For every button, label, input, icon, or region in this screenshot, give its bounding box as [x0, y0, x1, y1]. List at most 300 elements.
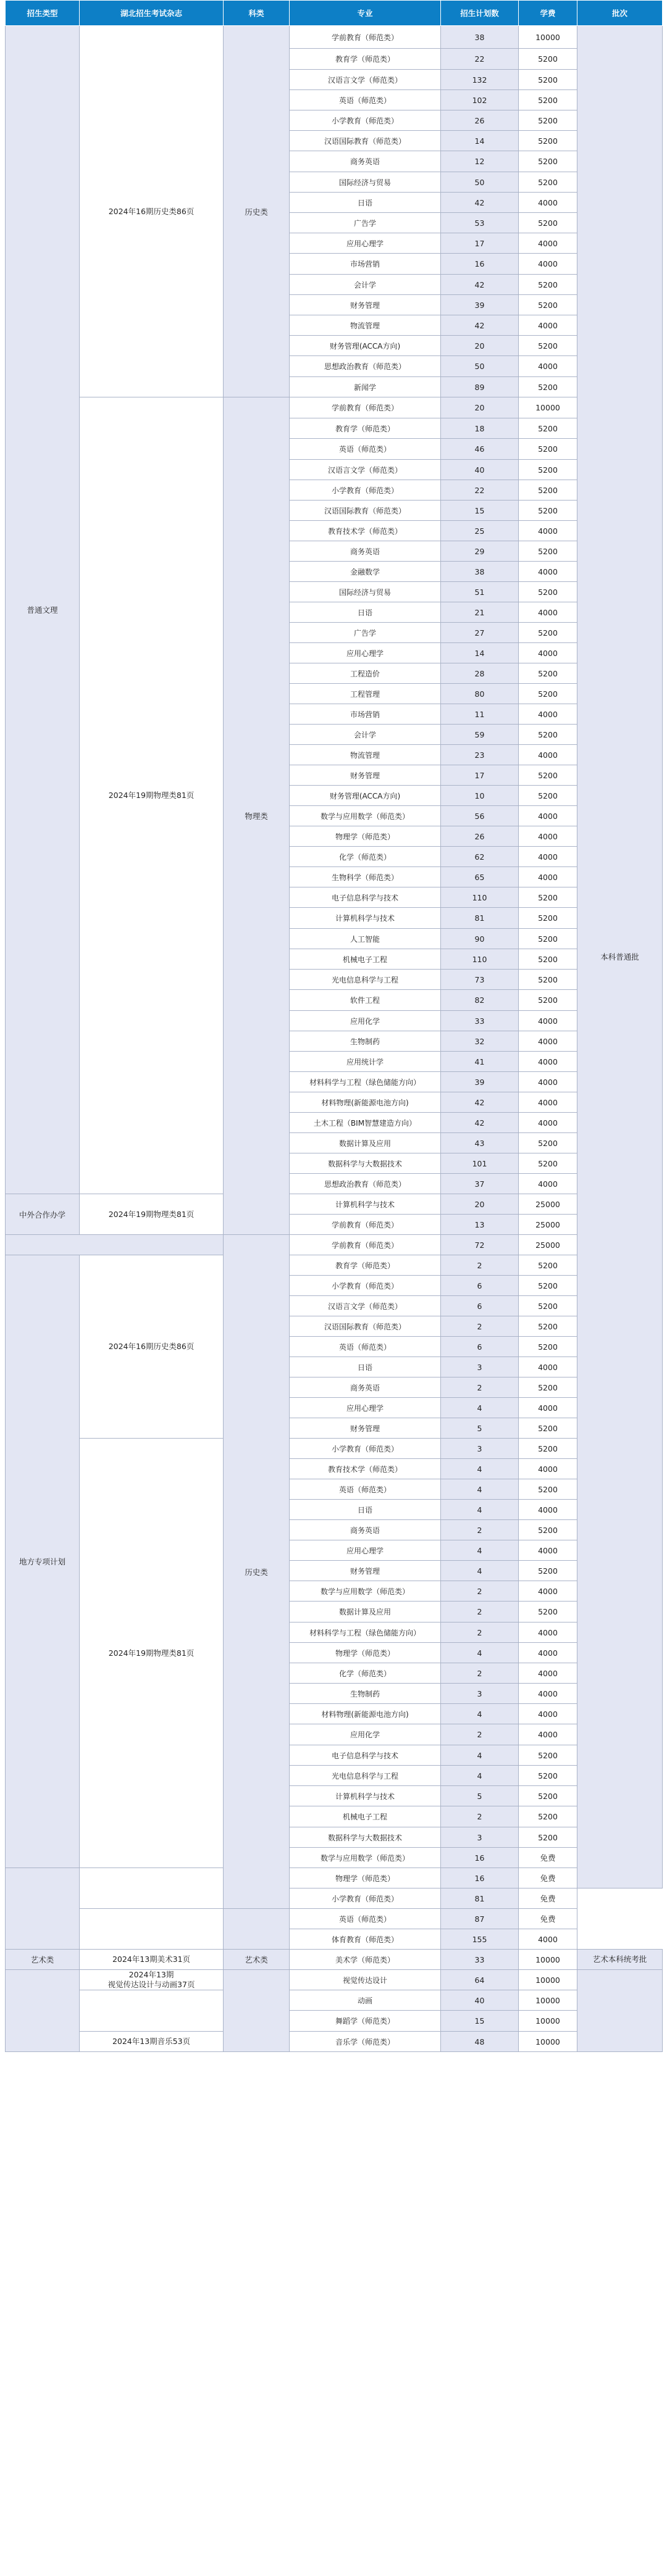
- major-cell: 财务管理(ACCA方向): [290, 336, 441, 356]
- plan-count-cell: 33: [441, 1950, 519, 1970]
- plan-count-cell: 16: [441, 254, 519, 275]
- major-cell: 会计学: [290, 725, 441, 745]
- plan-count-cell: 4: [441, 1398, 519, 1418]
- major-cell: 物理学（师范类）: [290, 1868, 441, 1888]
- plan-count-cell: 6: [441, 1296, 519, 1316]
- plan-count-cell: 32: [441, 1031, 519, 1052]
- tuition-cell: 5200: [519, 684, 577, 704]
- tuition-cell: 4000: [519, 1663, 577, 1684]
- major-cell: 广告学: [290, 213, 441, 233]
- admission-type-cell: [6, 1970, 80, 2052]
- plan-count-cell: 2: [441, 1806, 519, 1827]
- major-cell: 教育技术学（师范类）: [290, 1459, 441, 1479]
- plan-count-cell: 42: [441, 1092, 519, 1113]
- tuition-cell: 5200: [519, 151, 577, 172]
- major-cell: 应用化学: [290, 1011, 441, 1031]
- tuition-cell: 5200: [519, 90, 577, 110]
- batch-cell: 艺术本科统考批: [577, 1950, 663, 1970]
- plan-count-cell: 3: [441, 1827, 519, 1848]
- tuition-cell: 4000: [519, 704, 577, 725]
- plan-count-cell: 16: [441, 1868, 519, 1888]
- major-cell: 财务管理: [290, 765, 441, 786]
- plan-count-cell: 2: [441, 1724, 519, 1745]
- magazine-cell: 2024年13期美术31页: [80, 1950, 224, 1970]
- plan-count-cell: 102: [441, 90, 519, 110]
- tuition-cell: 5200: [519, 990, 577, 1011]
- header-admission-type: 招生类型: [6, 1, 80, 26]
- major-cell: 新闻学: [290, 377, 441, 397]
- tuition-cell: 5200: [519, 1418, 577, 1439]
- major-cell: 汉语言文学（师范类）: [290, 460, 441, 480]
- major-cell: 汉语国际教育（师范类）: [290, 1316, 441, 1337]
- plan-count-cell: 62: [441, 847, 519, 867]
- plan-count-cell: 50: [441, 172, 519, 193]
- admission-type-cell: [6, 1235, 224, 1255]
- plan-count-cell: 4: [441, 1479, 519, 1500]
- major-cell: 光电信息科学与工程: [290, 1766, 441, 1786]
- table-row: [6, 397, 663, 418]
- major-cell: 数据计算及应用: [290, 1602, 441, 1622]
- plan-count-cell: 2: [441, 1377, 519, 1398]
- plan-count-cell: 101: [441, 1153, 519, 1174]
- plan-count-cell: 50: [441, 356, 519, 377]
- major-cell: 数据科学与大数据技术: [290, 1827, 441, 1848]
- major-cell: 汉语国际教育（师范类）: [290, 501, 441, 521]
- header-subject-category: 科类: [224, 1, 290, 26]
- plan-count-cell: 20: [441, 336, 519, 356]
- tuition-cell: 4000: [519, 1684, 577, 1704]
- tuition-cell: 4000: [519, 193, 577, 213]
- major-cell: 人工智能: [290, 929, 441, 949]
- tuition-cell: 10000: [519, 2011, 577, 2032]
- tuition-cell: 4000: [519, 806, 577, 826]
- major-cell: 汉语言文学（师范类）: [290, 1296, 441, 1316]
- plan-count-cell: 5: [441, 1786, 519, 1806]
- tuition-cell: 5200: [519, 1296, 577, 1316]
- header-plan-count: 招生计划数: [441, 1, 519, 26]
- table-row: [6, 26, 663, 49]
- table-body: [6, 26, 663, 2052]
- plan-count-cell: 25: [441, 521, 519, 541]
- plan-count-cell: 3: [441, 1439, 519, 1459]
- table-row: [6, 1868, 663, 1888]
- tuition-cell: 5200: [519, 1316, 577, 1337]
- plan-count-cell: 3: [441, 1357, 519, 1377]
- major-cell: 工程管理: [290, 684, 441, 704]
- plan-count-cell: 14: [441, 643, 519, 663]
- tuition-cell: 5200: [519, 582, 577, 602]
- major-cell: 电子信息科学与技术: [290, 1745, 441, 1766]
- tuition-cell: 5200: [519, 110, 577, 131]
- major-cell: 学前教育（师范类）: [290, 1235, 441, 1255]
- major-cell: 财务管理: [290, 1418, 441, 1439]
- major-cell: 数据计算及应用: [290, 1133, 441, 1153]
- tuition-cell: 10000: [519, 26, 577, 49]
- tuition-cell: 4000: [519, 1500, 577, 1520]
- tuition-cell: 4000: [519, 1643, 577, 1663]
- tuition-cell: 4000: [519, 643, 577, 663]
- tuition-cell: 5200: [519, 172, 577, 193]
- subject-category-cell: [224, 1970, 290, 2052]
- plan-count-cell: 110: [441, 887, 519, 908]
- plan-count-cell: 4: [441, 1643, 519, 1663]
- tuition-cell: 5200: [519, 970, 577, 990]
- header-tuition: 学费: [519, 1, 577, 26]
- tuition-cell: 4000: [519, 521, 577, 541]
- tuition-cell: 5200: [519, 949, 577, 970]
- magazine-cell: 2024年19期物理类81页: [80, 1194, 224, 1235]
- admission-type-cell: 地方专项计划: [6, 1255, 80, 1868]
- major-cell: 会计学: [290, 275, 441, 295]
- magazine-cell: 2024年19期物理类81页: [80, 1439, 224, 1868]
- tuition-cell: 5200: [519, 1786, 577, 1806]
- major-cell: 汉语国际教育（师范类）: [290, 131, 441, 151]
- major-cell: 商务英语: [290, 1520, 441, 1540]
- plan-count-cell: 42: [441, 315, 519, 336]
- tuition-cell: 4000: [519, 1031, 577, 1052]
- tuition-cell: 4000: [519, 1581, 577, 1602]
- table-row: [6, 1909, 663, 1929]
- plan-count-cell: 81: [441, 908, 519, 929]
- magazine-cell: 2024年16期历史类86页: [80, 26, 224, 397]
- major-cell: 广告学: [290, 623, 441, 643]
- tuition-cell: 4000: [519, 233, 577, 254]
- table-row: [6, 1970, 663, 1990]
- major-cell: 动画: [290, 1990, 441, 2011]
- tuition-cell: 免费: [519, 1868, 577, 1888]
- major-cell: 机械电子工程: [290, 949, 441, 970]
- plan-count-cell: 22: [441, 480, 519, 501]
- plan-count-cell: 59: [441, 725, 519, 745]
- tuition-cell: 5200: [519, 725, 577, 745]
- major-cell: 日语: [290, 602, 441, 623]
- major-cell: 软件工程: [290, 990, 441, 1011]
- major-cell: 日语: [290, 1500, 441, 1520]
- plan-count-cell: 2: [441, 1316, 519, 1337]
- plan-count-cell: 81: [441, 1888, 519, 1909]
- plan-count-cell: 39: [441, 295, 519, 315]
- tuition-cell: 25000: [519, 1215, 577, 1235]
- plan-count-cell: 39: [441, 1072, 519, 1092]
- tuition-cell: 4000: [519, 826, 577, 847]
- plan-count-cell: 82: [441, 990, 519, 1011]
- major-cell: 教育学（师范类）: [290, 418, 441, 439]
- major-cell: 小学教育（师范类）: [290, 110, 441, 131]
- major-cell: 机械电子工程: [290, 1806, 441, 1827]
- tuition-cell: 5200: [519, 663, 577, 684]
- header-major: 专业: [290, 1, 441, 26]
- plan-count-cell: 2: [441, 1602, 519, 1622]
- plan-count-cell: 89: [441, 377, 519, 397]
- tuition-cell: 4000: [519, 1622, 577, 1643]
- major-cell: 化学（师范类）: [290, 847, 441, 867]
- major-cell: 财务管理: [290, 295, 441, 315]
- tuition-cell: 5200: [519, 70, 577, 90]
- major-cell: 数学与应用数学（师范类）: [290, 1581, 441, 1602]
- tuition-cell: 4000: [519, 1174, 577, 1194]
- major-cell: 化学（师范类）: [290, 1663, 441, 1684]
- header-batch: 批次: [577, 1, 663, 26]
- plan-count-cell: 5: [441, 1418, 519, 1439]
- major-cell: 国际经济与贸易: [290, 582, 441, 602]
- major-cell: 物理学（师范类）: [290, 1643, 441, 1663]
- tuition-cell: 4000: [519, 1011, 577, 1031]
- admission-type-cell: 普通文理: [6, 26, 80, 1194]
- major-cell: 英语（师范类）: [290, 439, 441, 460]
- major-cell: 应用化学: [290, 1724, 441, 1745]
- major-cell: 思想政治教育（师范类）: [290, 1174, 441, 1194]
- major-cell: 材料物理(新能源电池方向): [290, 1092, 441, 1113]
- tuition-cell: 5200: [519, 131, 577, 151]
- table-row: [6, 2032, 663, 2052]
- tuition-cell: 5200: [519, 1439, 577, 1459]
- plan-count-cell: 155: [441, 1929, 519, 1950]
- tuition-cell: 5200: [519, 295, 577, 315]
- plan-count-cell: 4: [441, 1745, 519, 1766]
- major-cell: 生物制药: [290, 1031, 441, 1052]
- plan-count-cell: 2: [441, 1622, 519, 1643]
- plan-count-cell: 42: [441, 275, 519, 295]
- plan-count-cell: 38: [441, 26, 519, 49]
- tuition-cell: 4000: [519, 356, 577, 377]
- plan-count-cell: 20: [441, 1194, 519, 1215]
- major-cell: 光电信息科学与工程: [290, 970, 441, 990]
- table-row: [6, 1194, 663, 1215]
- major-cell: 数学与应用数学（师范类）: [290, 806, 441, 826]
- tuition-cell: 5200: [519, 213, 577, 233]
- table-row: [6, 1439, 663, 1459]
- plan-count-cell: 53: [441, 213, 519, 233]
- tuition-cell: 5200: [519, 418, 577, 439]
- tuition-cell: 10000: [519, 1970, 577, 1990]
- major-cell: 小学教育（师范类）: [290, 1888, 441, 1909]
- table-row: [6, 1255, 663, 1276]
- plan-count-cell: 12: [441, 151, 519, 172]
- plan-count-cell: 2: [441, 1520, 519, 1540]
- table-row: [6, 1235, 663, 1255]
- tuition-cell: 25000: [519, 1194, 577, 1215]
- major-cell: 舞蹈学（师范类）: [290, 2011, 441, 2032]
- plan-count-cell: 15: [441, 2011, 519, 2032]
- tuition-cell: 4000: [519, 254, 577, 275]
- batch-cell: [577, 1970, 663, 2052]
- plan-count-cell: 2: [441, 1255, 519, 1276]
- plan-count-cell: 65: [441, 867, 519, 887]
- tuition-cell: 4000: [519, 745, 577, 765]
- plan-count-cell: 40: [441, 1990, 519, 2011]
- plan-count-cell: 18: [441, 418, 519, 439]
- plan-count-cell: 23: [441, 745, 519, 765]
- plan-count-cell: 6: [441, 1337, 519, 1357]
- plan-count-cell: 37: [441, 1174, 519, 1194]
- major-cell: 汉语言文学（师范类）: [290, 70, 441, 90]
- plan-count-cell: 72: [441, 1235, 519, 1255]
- tuition-cell: 4000: [519, 1724, 577, 1745]
- plan-count-cell: 56: [441, 806, 519, 826]
- tuition-cell: 5200: [519, 908, 577, 929]
- magazine-cell: 2024年16期历史类86页: [80, 1255, 224, 1439]
- major-cell: 英语（师范类）: [290, 1909, 441, 1929]
- tuition-cell: 5200: [519, 1766, 577, 1786]
- major-cell: 教育技术学（师范类）: [290, 521, 441, 541]
- plan-count-cell: 29: [441, 541, 519, 562]
- major-cell: 应用统计学: [290, 1052, 441, 1072]
- tuition-cell: 5200: [519, 1602, 577, 1622]
- major-cell: 物理学（师范类）: [290, 826, 441, 847]
- tuition-cell: 4000: [519, 1540, 577, 1561]
- plan-count-cell: 15: [441, 501, 519, 521]
- plan-count-cell: 87: [441, 1909, 519, 1929]
- major-cell: 国际经济与贸易: [290, 172, 441, 193]
- tuition-cell: 4000: [519, 867, 577, 887]
- subject-category-cell: 物理类: [224, 397, 290, 1235]
- plan-count-cell: 11: [441, 704, 519, 725]
- plan-count-cell: 10: [441, 786, 519, 806]
- plan-count-cell: 26: [441, 110, 519, 131]
- major-cell: 金融数学: [290, 562, 441, 582]
- plan-count-cell: 16: [441, 1848, 519, 1868]
- plan-count-cell: 17: [441, 765, 519, 786]
- tuition-cell: 5200: [519, 887, 577, 908]
- major-cell: 电子信息科学与技术: [290, 887, 441, 908]
- plan-count-cell: 4: [441, 1766, 519, 1786]
- plan-count-cell: 80: [441, 684, 519, 704]
- tuition-cell: 4000: [519, 562, 577, 582]
- major-cell: 教育学（师范类）: [290, 49, 441, 70]
- magazine-cell: [80, 1909, 224, 1950]
- magazine-cell: 2024年13期音乐53页: [80, 2032, 224, 2052]
- major-cell: 视觉传达设计: [290, 1970, 441, 1990]
- plan-count-cell: 26: [441, 826, 519, 847]
- plan-count-cell: 73: [441, 970, 519, 990]
- major-cell: 教育学（师范类）: [290, 1255, 441, 1276]
- tuition-cell: 4000: [519, 1113, 577, 1133]
- tuition-cell: 5200: [519, 1827, 577, 1848]
- plan-count-cell: 43: [441, 1133, 519, 1153]
- tuition-cell: 5200: [519, 765, 577, 786]
- major-cell: 财务管理: [290, 1561, 441, 1581]
- tuition-cell: 5200: [519, 1337, 577, 1357]
- major-cell: 物流管理: [290, 315, 441, 336]
- plan-count-cell: 38: [441, 562, 519, 582]
- tuition-cell: 5200: [519, 1479, 577, 1500]
- major-cell: 应用心理学: [290, 1540, 441, 1561]
- subject-category-cell: [224, 1909, 290, 1950]
- tuition-cell: 5200: [519, 336, 577, 356]
- tuition-cell: 5200: [519, 1745, 577, 1766]
- major-cell: 英语（师范类）: [290, 1337, 441, 1357]
- plan-count-cell: 110: [441, 949, 519, 970]
- subject-category-cell: 历史类: [224, 1235, 290, 1909]
- major-cell: 英语（师范类）: [290, 1479, 441, 1500]
- major-cell: 商务英语: [290, 1377, 441, 1398]
- major-cell: 市场营销: [290, 254, 441, 275]
- tuition-cell: 5200: [519, 1276, 577, 1296]
- major-cell: 数学与应用数学（师范类）: [290, 1848, 441, 1868]
- tuition-cell: 4000: [519, 1072, 577, 1092]
- plan-count-cell: 64: [441, 1970, 519, 1990]
- magazine-cell: [80, 1868, 224, 1909]
- major-cell: 应用心理学: [290, 643, 441, 663]
- admission-type-cell: [6, 1868, 80, 1950]
- major-cell: 小学教育（师范类）: [290, 1439, 441, 1459]
- tuition-cell: 10000: [519, 397, 577, 418]
- plan-count-cell: 21: [441, 602, 519, 623]
- major-cell: 生物科学（师范类）: [290, 867, 441, 887]
- tuition-cell: 5200: [519, 1561, 577, 1581]
- magazine-cell: 2024年13期 视觉传达设计与动画37页: [80, 1970, 224, 1990]
- tuition-cell: 5200: [519, 439, 577, 460]
- major-cell: 财务管理(ACCA方向): [290, 786, 441, 806]
- major-cell: 美术学（师范类）: [290, 1950, 441, 1970]
- major-cell: 体育教育（师范类）: [290, 1929, 441, 1950]
- plan-count-cell: 46: [441, 439, 519, 460]
- major-cell: 商务英语: [290, 541, 441, 562]
- plan-count-cell: 4: [441, 1704, 519, 1724]
- plan-count-cell: 14: [441, 131, 519, 151]
- plan-count-cell: 33: [441, 1011, 519, 1031]
- plan-count-cell: 13: [441, 1215, 519, 1235]
- tuition-cell: 5200: [519, 541, 577, 562]
- plan-count-cell: 42: [441, 193, 519, 213]
- tuition-cell: 免费: [519, 1848, 577, 1868]
- plan-count-cell: 51: [441, 582, 519, 602]
- tuition-cell: 5200: [519, 275, 577, 295]
- plan-count-cell: 2: [441, 1581, 519, 1602]
- tuition-cell: 5200: [519, 929, 577, 949]
- tuition-cell: 免费: [519, 1888, 577, 1909]
- tuition-cell: 4000: [519, 315, 577, 336]
- enrollment-plan-table: [5, 0, 663, 2052]
- admission-type-cell: 中外合作办学: [6, 1194, 80, 1235]
- major-cell: 物流管理: [290, 745, 441, 765]
- plan-count-cell: 4: [441, 1540, 519, 1561]
- major-cell: 商务英语: [290, 151, 441, 172]
- tuition-cell: 5200: [519, 1153, 577, 1174]
- major-cell: 音乐学（师范类）: [290, 2032, 441, 2052]
- plan-count-cell: 22: [441, 49, 519, 70]
- tuition-cell: 5200: [519, 1520, 577, 1540]
- magazine-cell: [80, 1990, 224, 2032]
- tuition-cell: 4000: [519, 847, 577, 867]
- major-cell: 日语: [290, 193, 441, 213]
- plan-count-cell: 6: [441, 1276, 519, 1296]
- tuition-cell: 5200: [519, 1133, 577, 1153]
- plan-count-cell: 41: [441, 1052, 519, 1072]
- major-cell: 学前教育（师范类）: [290, 1215, 441, 1235]
- major-cell: 学前教育（师范类）: [290, 397, 441, 418]
- major-cell: 学前教育（师范类）: [290, 26, 441, 49]
- tuition-cell: 5200: [519, 786, 577, 806]
- major-cell: 计算机科学与技术: [290, 1194, 441, 1215]
- tuition-cell: 4000: [519, 1398, 577, 1418]
- plan-count-cell: 40: [441, 460, 519, 480]
- tuition-cell: 4000: [519, 602, 577, 623]
- major-cell: 工程造价: [290, 663, 441, 684]
- tuition-cell: 5200: [519, 1255, 577, 1276]
- magazine-cell: 2024年19期物理类81页: [80, 397, 224, 1194]
- major-cell: 土木工程（BIM智慧建造方向）: [290, 1113, 441, 1133]
- tuition-cell: 25000: [519, 1235, 577, 1255]
- admission-type-cell: 艺术类: [6, 1950, 80, 1970]
- tuition-cell: 4000: [519, 1357, 577, 1377]
- major-cell: 计算机科学与技术: [290, 1786, 441, 1806]
- tuition-cell: 10000: [519, 1950, 577, 1970]
- plan-count-cell: 2: [441, 1663, 519, 1684]
- plan-count-cell: 3: [441, 1684, 519, 1704]
- major-cell: 日语: [290, 1357, 441, 1377]
- tuition-cell: 4000: [519, 1092, 577, 1113]
